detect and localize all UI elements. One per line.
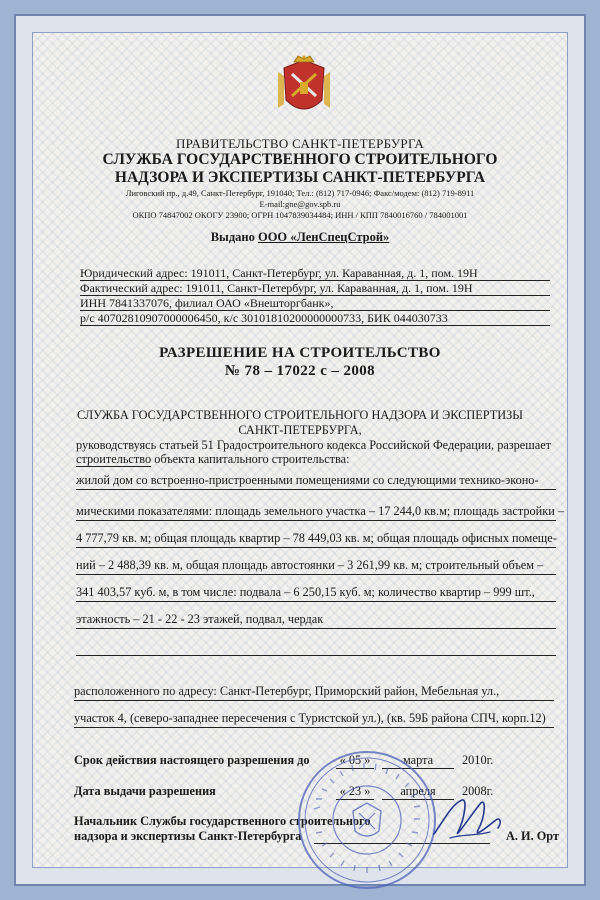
description-line: жилой дом со встроенно-пристроенными помещениями со следующими технико-эконо-: [76, 472, 556, 490]
description-line: этажность – 21 - 22 - 23 этажей, подвал, чердак: [76, 611, 556, 629]
signatory-title-line2: надзора и экспертизы Санкт-Петербурга: [74, 829, 302, 843]
description-line: 341 403,57 куб. м, в том числе: подвала – 6 250,15 куб. м; количество квартир – 999 шт.,: [76, 584, 556, 602]
issue-month: апреля: [382, 784, 454, 800]
permit-title: РАЗРЕШЕНИЕ НА СТРОИТЕЛЬСТВО: [159, 345, 441, 361]
coat-of-arms-icon: [276, 54, 332, 122]
validity-day: « 05 »: [336, 753, 374, 769]
validity-label: Срок действия настоящего разрешения до: [74, 753, 310, 767]
permit-object-line: [76, 452, 350, 467]
signatory-title-line1: Начальник Службы государственного строительного: [74, 814, 371, 828]
actual-address: Фактический адрес: 191011, Санкт-Петербург, ул. Караванная, д. 1, пом. 19Н: [80, 281, 550, 296]
signatory-name: А. И. Орт: [506, 829, 560, 843]
authority-line2: САНКТ-ПЕТЕРБУРГА,: [238, 423, 362, 437]
issued-organization: ООО «ЛенСпецСтрой»: [257, 230, 390, 244]
location-line1: расположенного по адресу: Санкт-Петербург, Приморский район, Мебельная ул.,: [74, 683, 554, 701]
service-contacts: Лиговский пр., д.49, Санкт-Петербург, 191040; Тел.: (812) 717-0946; Факс/модем: (812) 719-8911: [125, 188, 475, 198]
service-title-line2: НАДЗОРА И ЭКСПЕРТИЗЫ САНКТ-ПЕТЕРБУРГА: [114, 169, 486, 186]
service-registration-codes: ОКПО 74847002 ОКОГУ 23900; ОГРН 1047839034484; ИНН / КПП 7840016760 / 784001001: [132, 210, 468, 220]
description-line: мическими показателями: площадь земельного участка – 17 244,0 кв.м; площадь застройки –: [76, 503, 556, 521]
handwritten-signature-icon: [428, 790, 508, 852]
government-heading: ПРАВИТЕЛЬСТВО САНКТ-ПЕТЕРБУРГА: [175, 136, 425, 151]
validity-year: 2010г.: [462, 753, 494, 767]
issued-label: Выдано: [210, 230, 255, 244]
permit-number: № 78 – 17022 с – 2008: [224, 363, 376, 379]
bank-account: р/с 40702810907000006450, к/с 30101810200000000733, БИК 044030733: [80, 311, 550, 326]
validity-month: марта: [382, 753, 454, 769]
service-email: E-mail:gne@gov.spb.ru: [259, 199, 341, 209]
description-line: 4 777,79 кв. м; общая площадь квартир – 78 449,03 кв. м; общая площадь офисных помеще-: [76, 530, 556, 548]
issue-date-label: Дата выдачи разрешения: [74, 784, 216, 798]
issue-day: « 23 »: [336, 784, 374, 800]
issued-to-line: [14, 230, 586, 245]
location-line2: участок 4, (северо-западнее пересечения с Туристской ул.), (кв. 59Б района СПЧ, корп.12): [74, 710, 554, 728]
official-stamp-icon: [296, 749, 438, 891]
bank-details: ИНН 7841337076, филиал ОАО «Внешторгбанк»,: [80, 296, 550, 311]
legal-address: Юридический адрес: 191011, Санкт-Петербург, ул. Караванная, д. 1, пом. 19Н: [80, 266, 550, 281]
description-line: ний – 2 488,39 кв. м, общая площадь автостоянки – 3 261,99 кв. м; строительный объем –: [76, 557, 556, 575]
issue-year: 2008г.: [462, 784, 494, 798]
permits-word: строительство: [76, 452, 152, 466]
legal-basis: руководствуясь статьей 51 Градостроительного кодекса Российской Федерации, разрешает: [76, 438, 552, 452]
description-blank-line: [76, 638, 556, 656]
object-type: объекта капитального строительства:: [154, 452, 350, 466]
service-title-line1: СЛУЖБА ГОСУДАРСТВЕННОГО СТРОИТЕЛЬНОГО: [102, 151, 498, 168]
authority-line1: СЛУЖБА ГОСУДАРСТВЕННОГО СТРОИТЕЛЬНОГО НАДЗОРА И ЭКСПЕРТИЗЫ: [76, 408, 524, 422]
